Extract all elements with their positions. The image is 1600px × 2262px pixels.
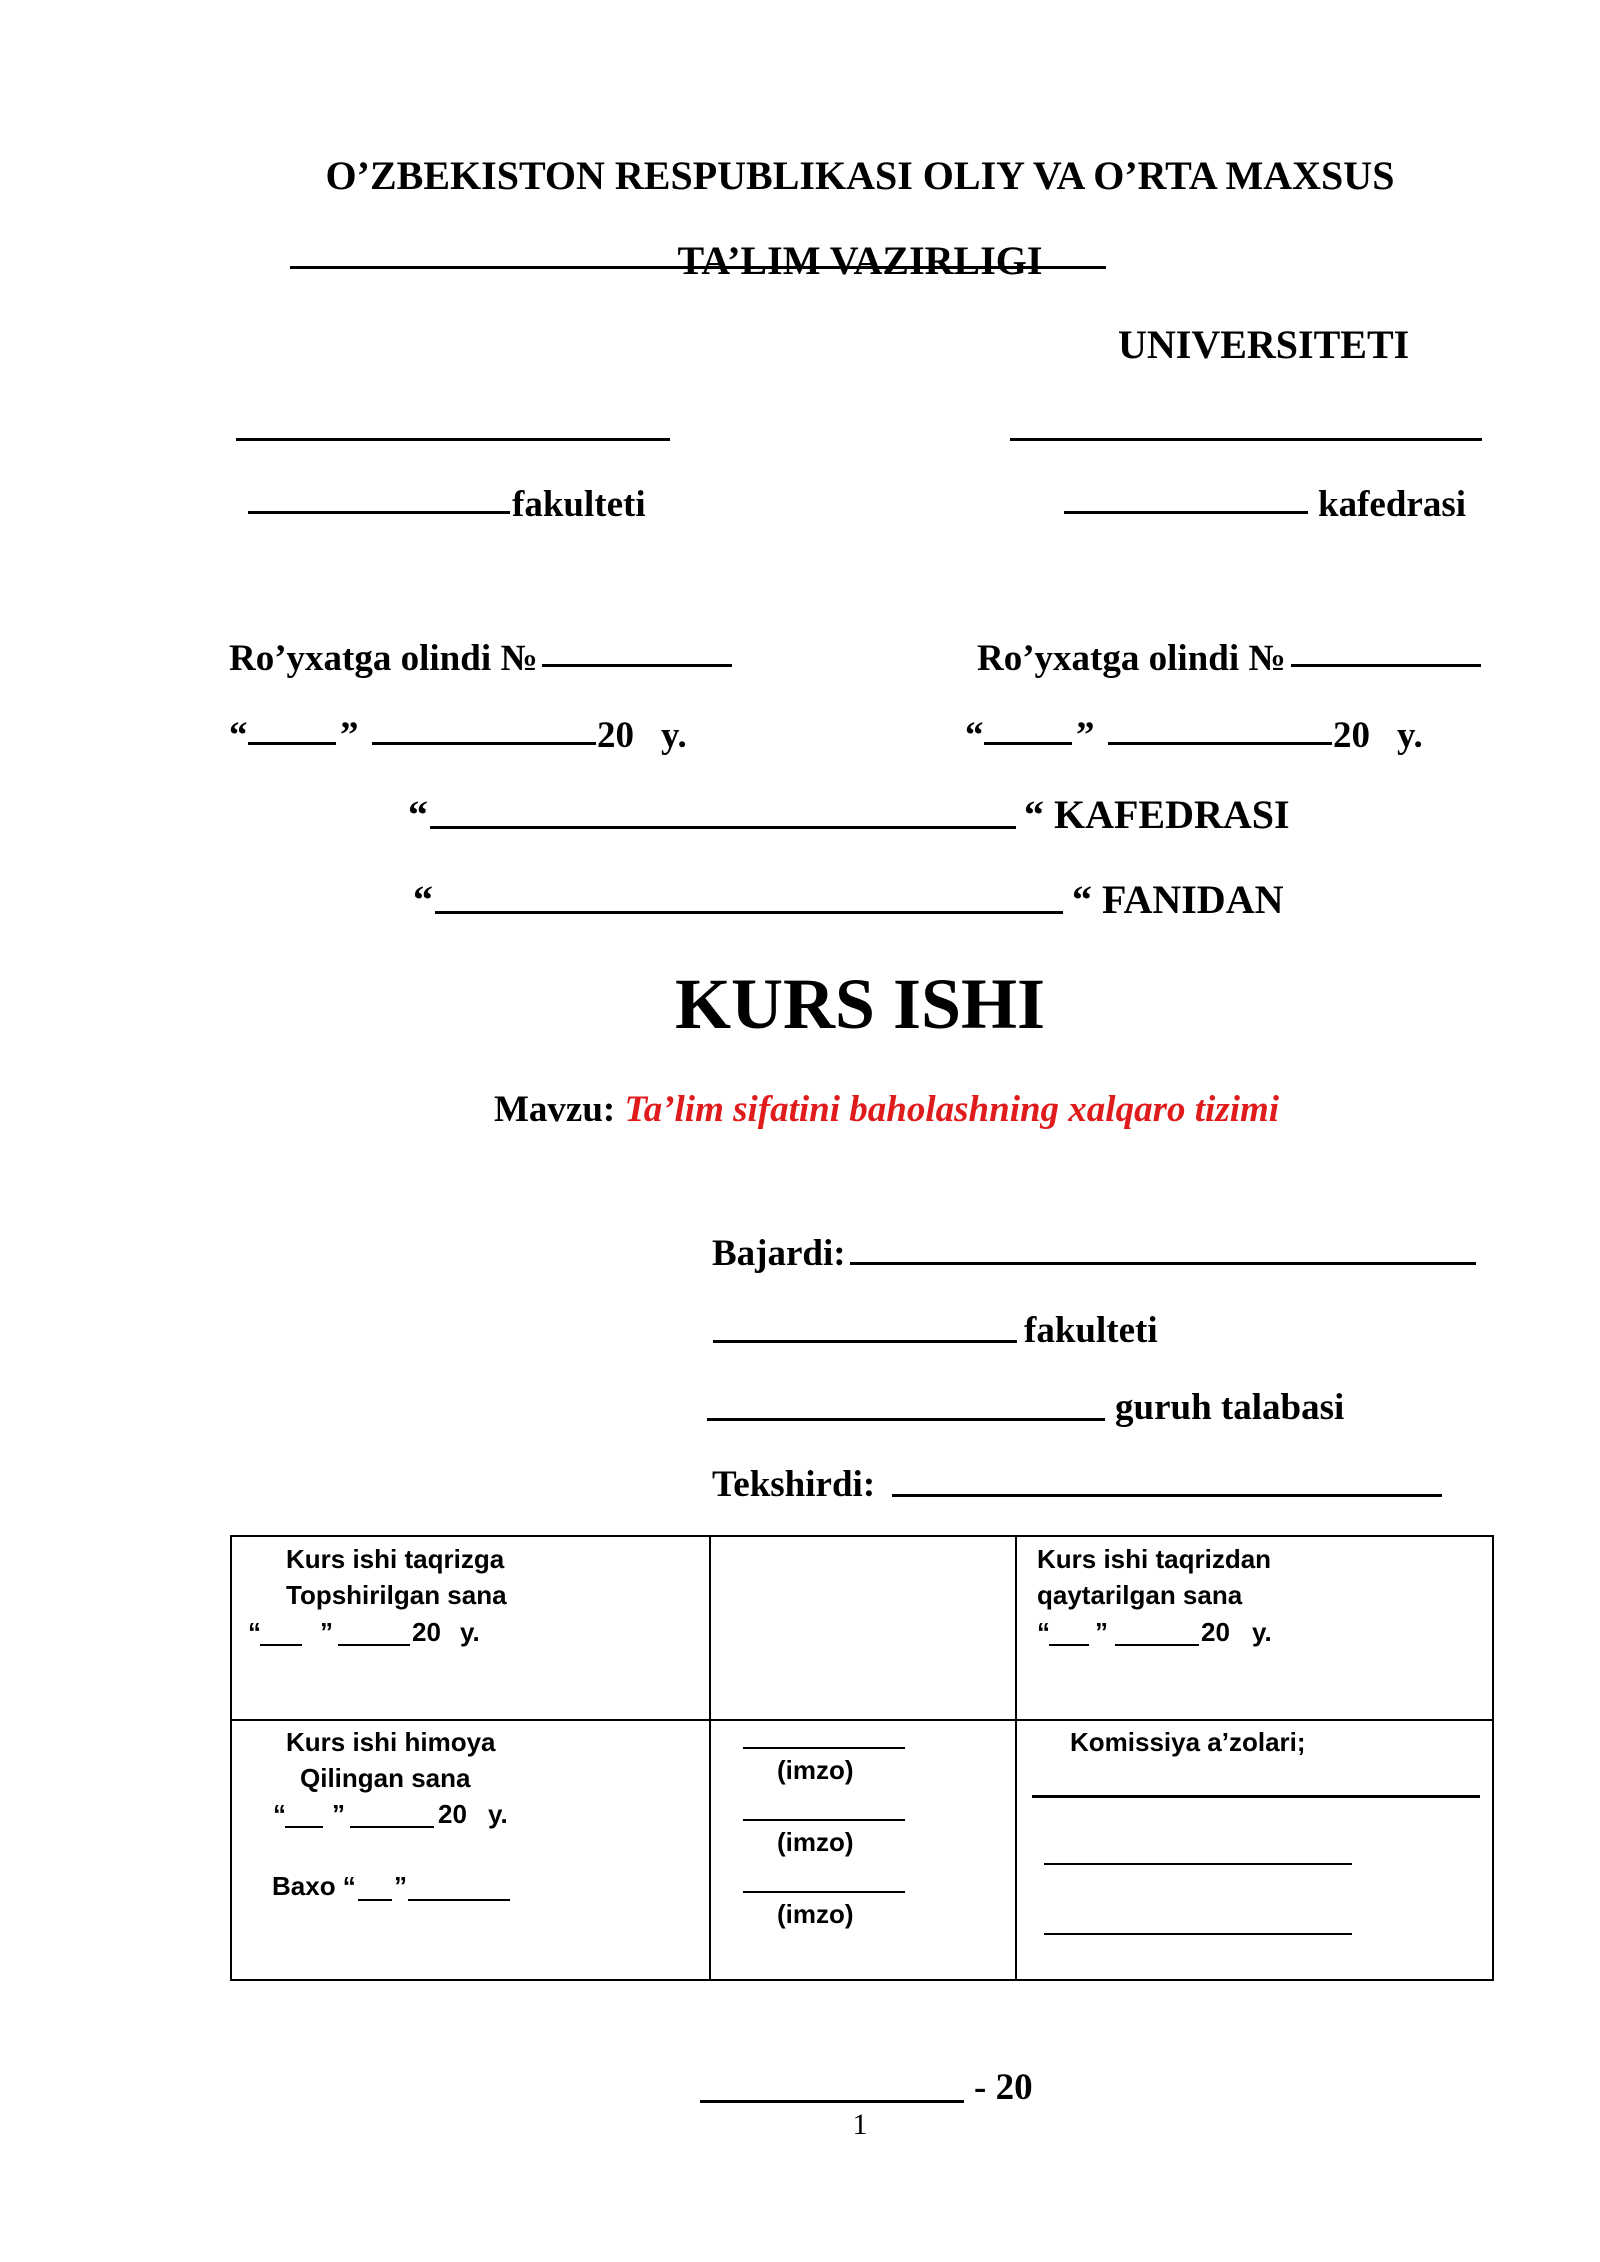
- topic-label: Mavzu:: [494, 1089, 616, 1130]
- date-right-day-blank: [984, 742, 1072, 745]
- c1-day-blank: [260, 1644, 302, 1646]
- document-title: KURS ISHI: [674, 964, 1046, 1044]
- r2c1-date-q1: “: [273, 1799, 286, 1829]
- date-left-quote-close: ”: [340, 715, 359, 756]
- komissiya-label: Komissiya a’zolari;: [1070, 1727, 1306, 1757]
- group-blank: [707, 1418, 1105, 1421]
- fanidan-quote-open: “: [413, 877, 433, 922]
- signature-line-2: [743, 1819, 905, 1821]
- registration-left-blank: [542, 664, 732, 667]
- c3-month-blank: [1115, 1644, 1199, 1646]
- komissiya-line-2: [1044, 1863, 1352, 1865]
- date-right-y: y.: [1397, 715, 1423, 756]
- registration-left-label: Ro’yxatga olindi №: [229, 638, 538, 679]
- c1-line1: Kurs ishi taqrizga: [286, 1544, 505, 1574]
- topic-value: Ta’lim sifatini baholashning xalqaro tizimi: [624, 1089, 1280, 1130]
- tekshirdi-label: Tekshirdi:: [712, 1464, 876, 1505]
- kafedra-blank: [430, 826, 1016, 829]
- ministry-line-1: O’ZBEKISTON RESPUBLIKASI OLIY VA O’RTA MAXSUS: [325, 153, 1395, 198]
- group-label: guruh talabasi: [1115, 1387, 1345, 1428]
- baxo-grade-blank: [408, 1899, 510, 1901]
- date-left-y: y.: [661, 715, 687, 756]
- c1-date-q2: ”: [320, 1617, 333, 1647]
- date-right-year: 20: [1333, 715, 1370, 756]
- imzo-3: (imzo): [777, 1899, 854, 1929]
- r2c1-day-blank: [285, 1826, 323, 1828]
- komissiya-line-1: [1032, 1795, 1480, 1798]
- university-label: UNIVERSITETI: [1118, 322, 1410, 367]
- r2c1-year: 20: [438, 1799, 467, 1829]
- date-right-quote-open: “: [965, 715, 984, 756]
- page-number: 1: [852, 2108, 868, 2141]
- bajardi-label: Bajardi:: [712, 1233, 846, 1274]
- baxo-close: ”: [394, 1871, 407, 1901]
- registration-right-label: Ro’yxatga olindi №: [977, 638, 1286, 679]
- signature-line-3: [743, 1891, 905, 1893]
- kafedra-quote-open: “: [408, 792, 428, 837]
- c3-date-q2: ”: [1095, 1617, 1108, 1647]
- topic: [494, 1088, 1279, 1131]
- c1-month-blank: [338, 1644, 410, 1646]
- kafedrasi-label: kafedrasi: [1318, 484, 1466, 525]
- date-left-quote-open: “: [229, 715, 248, 756]
- date-left-year: 20: [597, 715, 634, 756]
- r2c1-line2: Qilingan sana: [300, 1763, 471, 1793]
- kafedra-label: “ KAFEDRASI: [1024, 792, 1290, 837]
- c3-year: 20: [1201, 1617, 1230, 1647]
- student-faculty-blank: [713, 1340, 1017, 1343]
- registration-right-blank: [1291, 664, 1481, 667]
- c3-line2: qaytarilgan sana: [1037, 1580, 1243, 1610]
- footer-city-blank: [700, 2100, 964, 2103]
- r2c1-y: y.: [488, 1799, 508, 1829]
- university-blank: [290, 266, 1106, 269]
- c3-day-blank: [1049, 1644, 1089, 1646]
- imzo-2: (imzo): [777, 1827, 854, 1857]
- signature-line-1: [743, 1747, 905, 1749]
- table-row-divider: [232, 1719, 1492, 1721]
- date-right-month-blank: [1108, 742, 1332, 745]
- imzo-1: (imzo): [777, 1755, 854, 1785]
- baxo-label: Baxo “: [272, 1871, 356, 1901]
- blank-line-left: [236, 438, 670, 441]
- student-faculty-label: fakulteti: [1024, 1310, 1158, 1351]
- fakulteti-blank: [248, 511, 510, 514]
- c1-year: 20: [412, 1617, 441, 1647]
- tekshirdi-blank: [892, 1494, 1442, 1497]
- date-right-quote-close: ”: [1076, 715, 1095, 756]
- blank-line-right: [1010, 438, 1482, 441]
- bajardi-blank: [850, 1262, 1476, 1265]
- table-divider-1: [709, 1537, 711, 1979]
- kafedrasi-blank: [1064, 511, 1308, 514]
- c3-y: y.: [1252, 1617, 1272, 1647]
- c1-line2: Topshirilgan sana: [286, 1580, 507, 1610]
- c1-date-q1: “: [248, 1617, 261, 1647]
- fanidan-blank: [435, 911, 1063, 914]
- table-divider-2: [1015, 1537, 1017, 1979]
- c3-date-q1: “: [1037, 1617, 1050, 1647]
- r2c1-line1: Kurs ishi himoya: [286, 1727, 496, 1757]
- r2c1-date-q2: ”: [332, 1799, 345, 1829]
- date-left-month-blank: [372, 742, 596, 745]
- review-table: [230, 1535, 1494, 1981]
- c1-y: y.: [460, 1617, 480, 1647]
- date-left-day-blank: [248, 742, 336, 745]
- c3-line1: Kurs ishi taqrizdan: [1037, 1544, 1272, 1574]
- komissiya-line-3: [1044, 1933, 1352, 1935]
- fanidan-label: “ FANIDAN: [1072, 877, 1284, 922]
- r2c1-month-blank: [350, 1826, 434, 1828]
- ministry-line-2: TA’LIM VAZIRLIGI: [677, 238, 1043, 283]
- baxo-score-blank: [358, 1899, 392, 1901]
- footer-year: - 20: [974, 2067, 1033, 2108]
- fakulteti-label: fakulteti: [512, 484, 646, 525]
